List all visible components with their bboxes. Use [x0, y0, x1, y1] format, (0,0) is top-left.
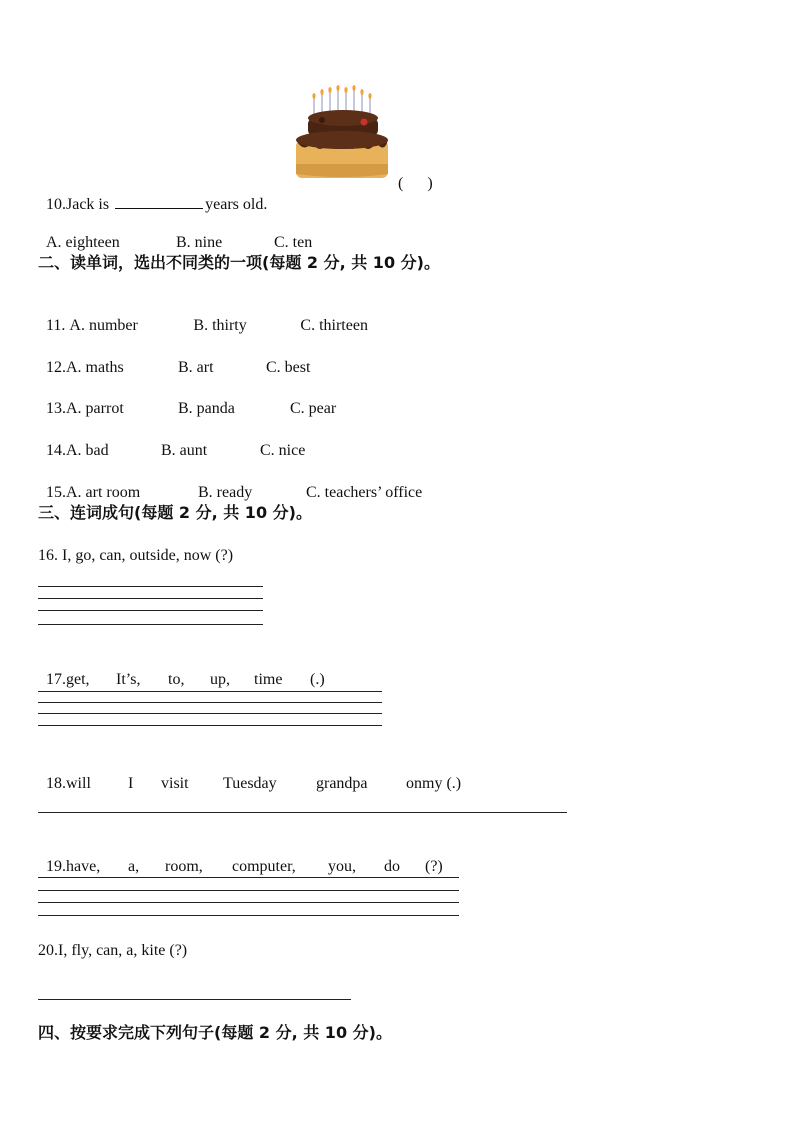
option-b: B. panda	[178, 400, 235, 417]
word: It’s,	[116, 671, 141, 688]
answer-line[interactable]	[38, 915, 459, 916]
question-number: 14.	[46, 442, 66, 459]
answer-blank[interactable]	[115, 194, 203, 209]
word: do	[384, 858, 400, 875]
answer-line[interactable]	[38, 702, 382, 703]
word: you,	[328, 858, 356, 875]
question-16: 16. I, go, can, outside, now (?)	[38, 547, 234, 564]
word: will	[66, 775, 91, 792]
answer-line[interactable]	[38, 812, 567, 813]
answer-line[interactable]	[38, 725, 382, 726]
option-b: B. nine	[176, 234, 223, 251]
question-11	[38, 296, 368, 336]
question-14	[38, 421, 305, 461]
question-number: 12.	[46, 359, 66, 376]
option-c: C. best	[266, 359, 311, 376]
option-b: B. aunt	[161, 442, 208, 459]
answer-line[interactable]	[38, 877, 459, 878]
word: grandpa	[316, 775, 368, 792]
question-number: 10.	[46, 196, 66, 213]
word: visit	[161, 775, 189, 792]
question-10-options	[38, 213, 312, 253]
option-c: C. pear	[290, 400, 337, 417]
section-2-heading: 二、读单词，选出不同类的一项(每题 2 分, 共 10 分)。	[38, 253, 440, 272]
question-12	[38, 338, 310, 378]
option-b: B. art	[178, 359, 214, 376]
word: onmy (.)	[406, 775, 462, 792]
answer-line[interactable]	[38, 624, 263, 625]
option-a: A. parrot	[66, 400, 124, 417]
option-c: C. nice	[260, 442, 306, 459]
question-20: 20.I, fly, can, a, kite (?)	[38, 942, 188, 959]
question-number: 17.	[46, 671, 66, 688]
question-15	[38, 463, 422, 503]
word: to,	[168, 671, 185, 688]
word: up,	[210, 671, 230, 688]
word: (.)	[310, 671, 325, 688]
word: (?)	[425, 858, 443, 875]
answer-line[interactable]	[38, 902, 459, 903]
option-b: B. thirty	[193, 317, 247, 334]
word: room,	[165, 858, 203, 875]
option-a: A. art room	[66, 484, 141, 501]
answer-line[interactable]	[38, 691, 382, 692]
word: I	[128, 775, 134, 792]
section-4-heading: 四、按要求完成下列句子(每题 2 分, 共 10 分)。	[38, 1023, 392, 1042]
birthday-cake-image	[292, 84, 392, 182]
answer-line[interactable]	[38, 713, 382, 714]
question-number: 15.	[46, 484, 66, 501]
question-number: 19.	[46, 858, 66, 875]
question-number: 13.	[46, 400, 66, 417]
word: Tuesday	[223, 775, 277, 792]
option-a: A. maths	[66, 359, 124, 376]
option-c: C. ten	[274, 234, 313, 251]
question-18	[38, 754, 461, 794]
word: a,	[128, 858, 140, 875]
option-a: A. number	[69, 317, 138, 334]
word: time	[254, 671, 283, 688]
question-text: years old.	[205, 196, 268, 213]
question-10	[38, 174, 267, 215]
answer-parentheses[interactable]: ( )	[398, 175, 433, 192]
answer-line[interactable]	[38, 598, 263, 599]
answer-line[interactable]	[38, 890, 459, 891]
question-number: 18.	[46, 775, 66, 792]
answer-line[interactable]	[38, 586, 263, 587]
option-c: C. teachers’ office	[306, 484, 423, 501]
question-number: 11.	[46, 317, 70, 334]
option-b: B. ready	[198, 484, 253, 501]
word: have,	[66, 858, 101, 875]
question-13	[38, 379, 336, 419]
option-a: A. bad	[66, 442, 109, 459]
answer-line[interactable]	[38, 610, 263, 611]
answer-line[interactable]	[38, 999, 351, 1000]
question-17	[38, 650, 325, 690]
section-3-heading: 三、连词成句(每题 2 分, 共 10 分)。	[38, 503, 312, 522]
question-text: Jack is	[66, 196, 114, 213]
question-19	[38, 837, 443, 877]
word: get,	[66, 671, 90, 688]
word: computer,	[232, 858, 296, 875]
option-c: C. thirteen	[300, 317, 368, 334]
option-a: A. eighteen	[46, 234, 120, 251]
